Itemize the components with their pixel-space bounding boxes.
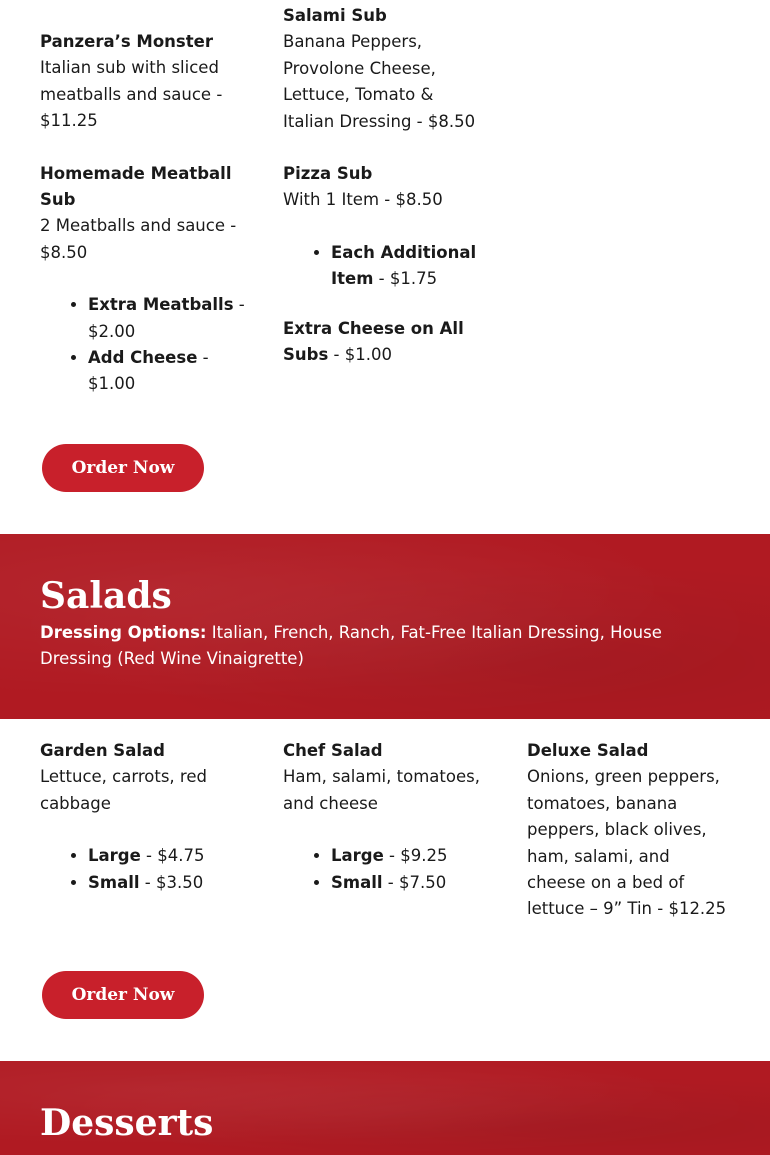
item-name-pizza-sub: Pizza Sub xyxy=(283,164,373,184)
subs-column-1 xyxy=(40,29,245,398)
section-title-salads: Salads xyxy=(40,575,172,617)
order-now-button[interactable]: Order Now xyxy=(42,444,204,492)
item-desc-deluxe-salad: Onions, green peppers, tomatoes, banana peppers, black olives, ham, salami, and cheese on a bed of lettuce – 9” Tin - $12.25 xyxy=(527,767,727,919)
desserts-banner xyxy=(0,1061,770,1155)
item-name-garden-salad: Garden Salad xyxy=(40,741,165,760)
subs-section xyxy=(0,0,770,534)
list-item: • Large - $4.75 xyxy=(88,843,245,869)
list-item: • Each Additional Item - $1.75 xyxy=(331,240,488,293)
list-item: • Small - $7.50 xyxy=(331,870,488,896)
list-item: • Extra Meatballs - $2.00 xyxy=(88,292,245,345)
item-name-panzeras-monster: Panzera’s Monster xyxy=(40,32,213,51)
garden-salad-options xyxy=(40,843,245,896)
subs-column-2 xyxy=(283,3,488,368)
salads-section xyxy=(0,719,770,1061)
section-title-desserts: Desserts xyxy=(40,1102,214,1144)
item-desc-chef-salad: Ham, salami, tomatoes, and cheese xyxy=(283,767,480,813)
salads-banner xyxy=(0,534,770,719)
dressing-options: Dressing Options: Italian, French, Ranch, Fat-Free Italian Dressing, House Dressing (Red Wine Vinaigrette) xyxy=(40,623,662,669)
item-desc-homemade-meatball-sub: 2 Meatballs and sauce - $8.50 xyxy=(40,216,237,262)
item-name-salami-sub: Salami Sub xyxy=(283,6,387,25)
meatball-sub-options xyxy=(40,292,245,398)
list-item: • Add Cheese - $1.00 xyxy=(88,345,245,398)
salads-column-2 xyxy=(283,738,488,896)
salads-column-1 xyxy=(40,738,245,896)
extra-cheese-note: Extra Cheese on All Subs - $1.00 xyxy=(283,318,464,365)
item-name-deluxe-salad: Deluxe Salad xyxy=(527,741,649,760)
order-now-button[interactable]: Order Now xyxy=(42,971,204,1019)
chef-salad-options xyxy=(283,843,488,896)
pizza-sub-options xyxy=(283,240,488,293)
item-desc-panzeras-monster: Italian sub with sliced meatballs and sauce - $11.25 xyxy=(40,58,223,131)
item-name-chef-salad: Chef Salad xyxy=(283,741,383,760)
salads-column-3 xyxy=(527,738,727,923)
item-desc-pizza-sub: With 1 Item - $8.50 xyxy=(283,190,443,210)
item-desc-salami-sub: Banana Peppers, Provolone Cheese, Lettuce, Tomato & Italian Dressing - $8.50 xyxy=(283,32,476,131)
list-item: • Large - $9.25 xyxy=(331,843,488,869)
list-item: • Small - $3.50 xyxy=(88,870,245,896)
item-name-homemade-meatball-sub: Homemade Meatball Sub xyxy=(40,163,232,210)
item-desc-garden-salad: Lettuce, carrots, red cabbage xyxy=(40,767,207,813)
